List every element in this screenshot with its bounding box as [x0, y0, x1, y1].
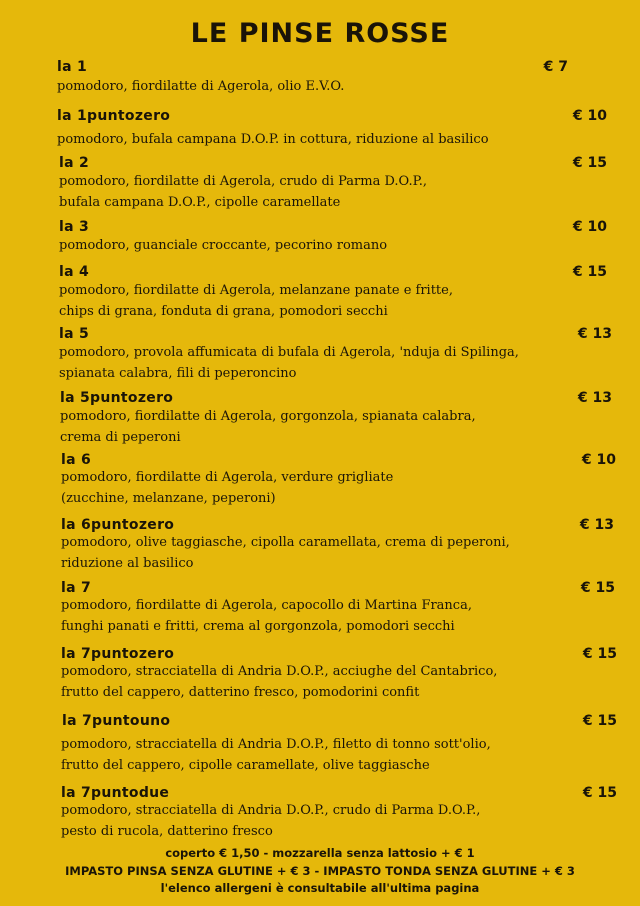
item-name: la 2: [59, 155, 90, 171]
item-description: [61, 596, 472, 637]
item-price: € 13: [579, 517, 614, 533]
description-line: pomodoro, stracciatella di Andria D.O.P., filetto di tonno sott'olio,: [61, 737, 491, 752]
item-name: la 6: [61, 452, 92, 468]
description-line: funghi panati e fritti, crema al gorgonzola, pomodori secchi: [61, 618, 455, 634]
item-description: [59, 236, 387, 257]
description-line: pesto di rucola, datterino fresco: [61, 823, 273, 839]
description-line: frutto del cappero, datterino fresco, pomodorini confit: [61, 684, 420, 700]
item-name: la 4: [59, 264, 90, 280]
description-line: pomodoro, olive taggiasche, cipolla caramellata, crema di peperoni,: [61, 535, 510, 550]
item-name: la 5puntozero: [60, 390, 174, 406]
item-description: [57, 130, 489, 151]
description-line: crema di peperoni: [60, 429, 181, 445]
description-line: pomodoro, guanciale croccante, pecorino romano: [59, 238, 388, 253]
description-line: pomodoro, bufala campana D.O.P. in cottura, riduzione al basilico: [57, 132, 489, 147]
item-name: la 1: [57, 59, 88, 75]
description-line: pomodoro, fiordilatte di Agerola, gorgonzola, spianata calabra,: [60, 409, 476, 424]
item-name: la 7puntouno: [62, 713, 171, 729]
description-line: pomodoro, provola affumicata di bufala di Agerola, 'nduja di Spilinga,: [59, 345, 519, 360]
item-description: [61, 801, 480, 842]
item-name: la 1puntozero: [57, 108, 171, 124]
item-name: la 7: [61, 580, 92, 596]
description-line: riduzione al basilico: [61, 555, 194, 571]
description-line: pomodoro, fiordilatte di Agerola, capocollo di Martina Franca,: [61, 598, 472, 613]
item-price: € 15: [580, 580, 615, 596]
item-price: € 10: [572, 219, 607, 235]
item-price: € 15: [572, 264, 607, 280]
item-name: la 7puntodue: [61, 785, 170, 801]
footer-line: IMPASTO PINSA SENZA GLUTINE + € 3 - IMPASTO TONDA SENZA GLUTINE + € 3: [65, 864, 575, 878]
description-line: pomodoro, fiordilatte di Agerola, verdure grigliate: [61, 470, 394, 485]
item-name: la 7puntozero: [61, 646, 175, 662]
description-line: spianata calabra, fili di peperoncino: [59, 365, 297, 381]
item-price: € 15: [582, 785, 617, 801]
item-name: la 6puntozero: [61, 517, 175, 533]
description-line: (zucchine, melanzane, peperoni): [61, 490, 276, 506]
description-line: frutto del cappero, cipolle caramellate, olive taggiasche: [61, 757, 430, 773]
item-price: € 7: [543, 59, 568, 75]
item-price: € 10: [581, 452, 616, 468]
page-title: LE PINSE ROSSE: [190, 18, 450, 49]
item-description: [59, 281, 453, 322]
item-price: € 13: [577, 326, 612, 342]
item-description: [60, 407, 476, 448]
item-description: [61, 533, 510, 574]
footer-line: l'elenco allergeni è consultabile all'ultima pagina: [160, 881, 480, 895]
item-description: [61, 735, 491, 776]
item-description: [61, 468, 393, 509]
item-description: [59, 172, 427, 213]
item-description: [61, 662, 497, 703]
item-price: € 15: [582, 646, 617, 662]
description-line: pomodoro, fiordilatte di Agerola, crudo di Parma D.O.P.,: [59, 174, 427, 189]
description-line: pomodoro, fiordilatte di Agerola, melanzane panate e fritte,: [59, 283, 453, 298]
description-line: chips di grana, fonduta di grana, pomodori secchi: [59, 303, 388, 319]
description-line: pomodoro, stracciatella di Andria D.O.P., acciughe del Cantabrico,: [61, 664, 498, 679]
description-line: pomodoro, fiordilatte di Agerola, olio E.V.O.: [57, 79, 345, 94]
description-line: pomodoro, stracciatella di Andria D.O.P., crudo di Parma D.O.P.,: [61, 803, 481, 818]
item-name: la 3: [59, 219, 90, 235]
footer-line: coperto € 1,50 - mozzarella senza lattosio + € 1: [165, 846, 475, 860]
item-price: € 10: [572, 108, 607, 124]
description-line: bufala campana D.O.P., cipolle caramellate: [59, 194, 341, 210]
item-price: € 13: [577, 390, 612, 406]
item-description: [57, 77, 344, 98]
item-name: la 5: [59, 326, 90, 342]
item-price: € 15: [582, 713, 617, 729]
item-price: € 15: [572, 155, 607, 171]
item-description: [59, 343, 519, 384]
